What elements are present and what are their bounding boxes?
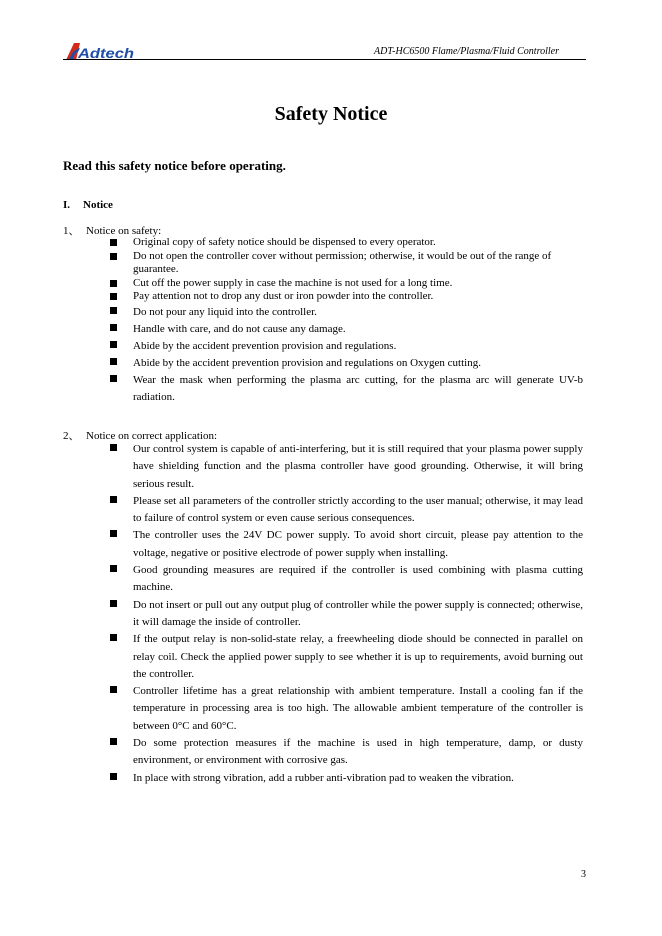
list-item: Original copy of safety notice should be dispensed to every operator. (110, 236, 583, 250)
square-bullet-icon (110, 358, 117, 365)
square-bullet-icon (110, 773, 117, 780)
list-item: Do some protection measures if the machine is used in high temperature, damp, or dusty environment, or environment with corrosive gas. (110, 735, 583, 770)
square-bullet-icon (110, 239, 117, 246)
application-notice-list (110, 441, 583, 787)
square-bullet-icon (110, 341, 117, 348)
header-divider (63, 59, 586, 60)
page-title: Safety Notice (274, 103, 388, 125)
square-bullet-icon (110, 444, 117, 451)
list-item: Our control system is capable of anti-interfering, but it is still required that your plasma power supply have shielding function and the plasma controller have good grounding. Otherwise, it will bring serious result. (110, 441, 583, 493)
list-item: Handle with care, and do not cause any damage. (110, 321, 583, 338)
square-bullet-icon (110, 600, 117, 607)
section-number: I. (63, 199, 71, 211)
square-bullet-icon (110, 634, 117, 641)
list-item: If the output relay is non-solid-state relay, a freewheeling diode should be connected in parallel on relay coil. Check the applied power supply to see whether it is up to requirements, avoid burning out the controller. (110, 631, 583, 683)
square-bullet-icon (110, 738, 117, 745)
list-item: Cut off the power supply in case the machine is not used for a long time. (110, 277, 583, 291)
square-bullet-icon (110, 253, 117, 260)
list-item: In place with strong vibration, add a rubber anti-vibration pad to weaken the vibration. (110, 770, 583, 787)
logo-wordmark: Adtech (76, 45, 134, 61)
list-item: Good grounding measures are required if the controller is used combining with plasma cutting machine. (110, 562, 583, 597)
list-item: Pay attention not to drop any dust or iron powder into the controller. (110, 290, 583, 304)
list-item: Abide by the accident prevention provision and regulations on Oxygen cutting. (110, 355, 583, 372)
square-bullet-icon (110, 293, 117, 300)
group-number: 2、 (63, 430, 80, 442)
section-title: Notice (83, 199, 113, 211)
square-bullet-icon (110, 375, 117, 382)
list-item: Do not open the controller cover without permission; otherwise, it would be out of the range of guarantee. (110, 250, 583, 277)
group-number: 1、 (63, 225, 80, 237)
square-bullet-icon (110, 530, 117, 537)
group-title: Notice on safety: (86, 225, 162, 237)
list-item: Wear the mask when performing the plasma arc cutting, for the plasma arc will generate UV-b radiation. (110, 372, 583, 406)
list-item: Controller lifetime has a great relationship with ambient temperature. Install a cooling fan if the temperature in processing area is too high. The allowable ambient temperature of the controller is between 0°C and 60°C. (110, 683, 583, 735)
page-number: 3 (581, 869, 586, 880)
group-title: Notice on correct application: (86, 430, 218, 442)
intro-text: Read this safety notice before operating. (63, 158, 286, 173)
safety-notice-list (110, 236, 583, 406)
square-bullet-icon (110, 496, 117, 503)
list-item: The controller uses the 24V DC power supply. To avoid short circuit, please pay attention to the voltage, negative or positive electrode of power supply when installing. (110, 527, 583, 562)
square-bullet-icon (110, 307, 117, 314)
document-header-title: ADT-HC6500 Flame/Plasma/Fluid Controller (374, 46, 559, 57)
list-item: Please set all parameters of the controller strictly according to the user manual; otherwise, it may lead to failure of control system or even cause serious consequences. (110, 493, 583, 528)
square-bullet-icon (110, 324, 117, 331)
square-bullet-icon (110, 686, 117, 693)
section-heading (63, 199, 113, 211)
list-item: Do not insert or pull out any output plug of controller while the power supply is connected; otherwise, it will damage the inside of controller. (110, 597, 583, 632)
list-item: Abide by the accident prevention provision and regulations. (110, 338, 583, 355)
list-item: Do not pour any liquid into the controller. (110, 304, 583, 321)
square-bullet-icon (110, 565, 117, 572)
square-bullet-icon (110, 280, 117, 287)
